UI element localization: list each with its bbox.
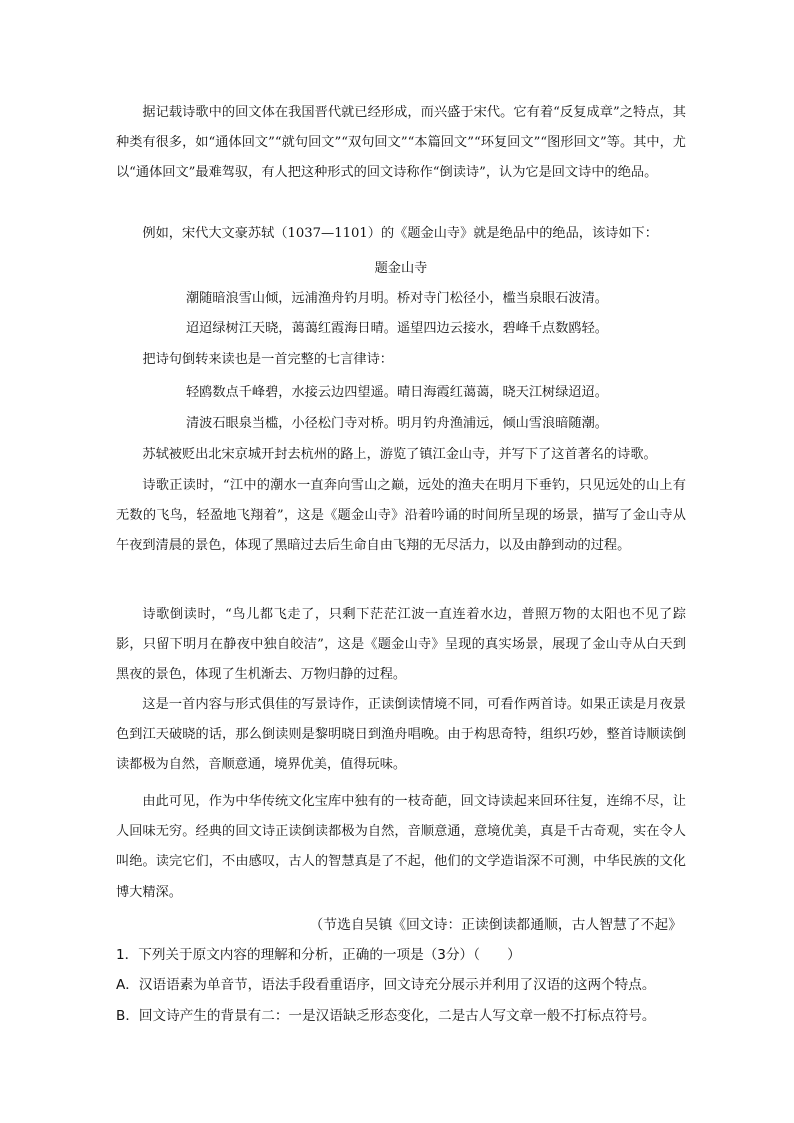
poem-line-1: 潮随暗浪雪山倾，远浦渔舟钓月明。桥对寺门松径小，槛当泉眼石波清。 xyxy=(186,291,608,306)
paragraph-evaluation: 这是一首内容与形式俱佳的写景诗作，正读倒读情境不同，可看作两首诗。如果正读是月夜景色到江天破晓的话，那么倒读则是黎明晓日到渔舟唱晚。由于构思奇特，组织巧妙，整首诗顺读倒读都极为自然，音顺意通，境界优美，值得玩味。 xyxy=(116,697,686,773)
option-a: A．汉语语素为单音节，语法手段看重语序，回文诗充分展示并利用了汉语的这两个特点。 xyxy=(116,977,656,993)
source-citation: （节选自吴镇《回文诗：正读倒读都通顺，古人智慧了不起》 xyxy=(309,917,682,933)
option-b: B．回文诗产生的背景有二：一是汉语缺乏形态变化，二是古人写文章一般不打标点符号。 xyxy=(116,1008,656,1024)
question-stem: 1．下列关于原文内容的理解和分析，正确的一项是（3分）（ ） xyxy=(116,947,521,963)
paragraph-forward-reading: 诗歌正读时，“江中的潮水一直奔向雪山之巅，远处的渔夫在明月下垂钓，只见远处的山上有无数的飞鸟，轻盈地飞翔着”，这是《题金山寺》沿着吟诵的时间所呈现的场景，描写了金山寺从午夜到清晨的景色，体现了黑暗过去后生命自由飞翔的无尽活力，以及由静到动的过程。 xyxy=(116,478,686,554)
reverse-poem-line-1: 轻鸥数点千峰碧，水接云边四望遥。晴日海霞红蔼蔼，晓天江树绿迢迢。 xyxy=(186,385,608,400)
reverse-poem-line-2: 清波石眼泉当槛，小径松门寺对桥。明月钓舟渔浦远，倾山雪浪暗随潮。 xyxy=(186,416,608,431)
paragraph-background: 苏轼被贬出北宋京城开封去杭州的路上，游览了镇江金山寺，并写下了这首著名的诗歌。 xyxy=(142,447,657,462)
paragraph-reverse-intro: 把诗句倒转来读也是一首完整的七言律诗： xyxy=(142,352,393,367)
paragraph-conclusion: 由此可见，作为中华传统文化宝库中独有的一枝奇葩，回文诗读起来回环往复，连绵不尽，让人回味无穷。经典的回文诗正读倒读都极为自然，音顺意通，意境优美，真是千古奇观，实在令人叫绝。读完它们，不由感叹，古人的智慧真是了不起，他们的文学造诣深不可测，中华民族的文化博大精深。 xyxy=(116,794,686,900)
poem-line-2: 迢迢绿树江天晓，蔼蔼红霞海日晴。遥望四边云接水，碧峰千点数鸥轻。 xyxy=(186,321,608,336)
paragraph-intro: 据记载诗歌中的回文体在我国晋代就已经形成，而兴盛于宋代。它有着“反复成章”之特点，其种类有很多，如“通体回文”“就句回文”“双句回文”“本篇回文”“环复回文”“图形回文”等。其中，尤以“通体回文”最难驾驭，有人把这种形式的回文诗称作“倒读诗”，认为它是回文诗中的绝品。 xyxy=(116,105,686,181)
paragraph-backward-reading: 诗歌倒读时，“鸟儿都飞走了，只剩下茫茫江波一直连着水边，普照万物的太阳也不见了踪影，只留下明月在静夜中独自皎洁”，这是《题金山寺》呈现的真实场景，展现了金山寺从白天到黑夜的景色，体现了生机渐去、万物归静的过程。 xyxy=(116,607,686,683)
paragraph-example: 例如，宋代大文豪苏轼（1037—1101）的《题金山寺》就是绝品中的绝品，该诗如下： xyxy=(142,226,658,241)
poem-title: 题金山寺 xyxy=(374,261,428,276)
